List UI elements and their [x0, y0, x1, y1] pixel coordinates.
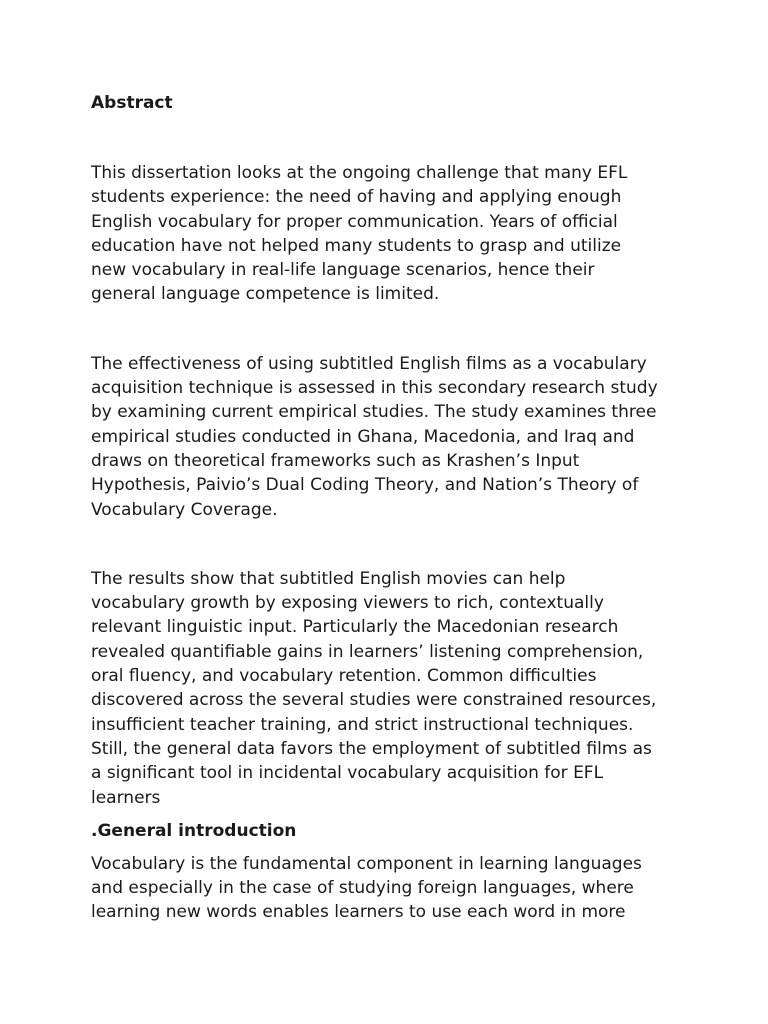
section-heading-general-introduction: .General introduction: [91, 820, 297, 841]
text-line: students experience: the need of having and applying enough: [91, 187, 622, 208]
text-line: The results show that subtitled English movies can help: [91, 568, 566, 589]
text-line: by examining current empirical studies. The study examines three: [91, 402, 657, 423]
text-line: vocabulary growth by exposing viewers to rich, contextually: [91, 593, 604, 614]
text-line: a significant tool in incidental vocabulary acquisition for EFL: [91, 763, 604, 784]
text-line: Vocabulary is the fundamental component in learning languages: [91, 853, 642, 874]
document-body: [91, 92, 691, 925]
text-line: Vocabulary Coverage.: [91, 499, 278, 520]
abstract-paragraph-3: [91, 567, 691, 810]
text-line: learners: [91, 787, 161, 808]
text-line: oral fluency, and vocabulary retention. Common difficulties: [91, 666, 597, 687]
text-line: Still, the general data favors the employment of subtitled films as: [91, 738, 652, 759]
text-line: This dissertation looks at the ongoing challenge that many EFL: [91, 163, 628, 183]
text-line: empirical studies conducted in Ghana, Macedonia, and Iraq and: [91, 426, 635, 447]
text-line: acquisition technique is assessed in this secondary research study: [91, 378, 658, 399]
text-line: draws on theoretical frameworks such as Krashen’s Input: [91, 450, 580, 471]
text-line: relevant linguistic input. Particularly the Macedonian research: [91, 617, 619, 638]
text-line: new vocabulary in real-life language scenarios, hence their: [91, 260, 595, 281]
text-line: insufficient teacher training, and strict instructional techniques.: [91, 714, 634, 735]
text-line: education have not helped many students to grasp and utilize: [91, 235, 622, 256]
text-line: English vocabulary for proper communication. Years of official: [91, 211, 618, 232]
text-line: learning new words enables learners to use each word in more: [91, 902, 626, 923]
text-line: discovered across the several studies were constrained resources,: [91, 690, 657, 711]
text-line: revealed quantifiable gains in learners’ listening comprehension,: [91, 641, 644, 662]
abstract-paragraph-1: [91, 161, 691, 307]
abstract-paragraph-2: [91, 352, 691, 522]
text-line: general language competence is limited.: [91, 284, 440, 305]
text-line: The effectiveness of using subtitled English films as a vocabulary: [91, 353, 647, 374]
intro-paragraph: [91, 852, 691, 925]
abstract-heading: Abstract: [91, 93, 173, 113]
text-line: and especially in the case of studying foreign languages, where: [91, 878, 634, 899]
text-line: Hypothesis, Paivio’s Dual Coding Theory, and Nation’s Theory of: [91, 475, 639, 496]
